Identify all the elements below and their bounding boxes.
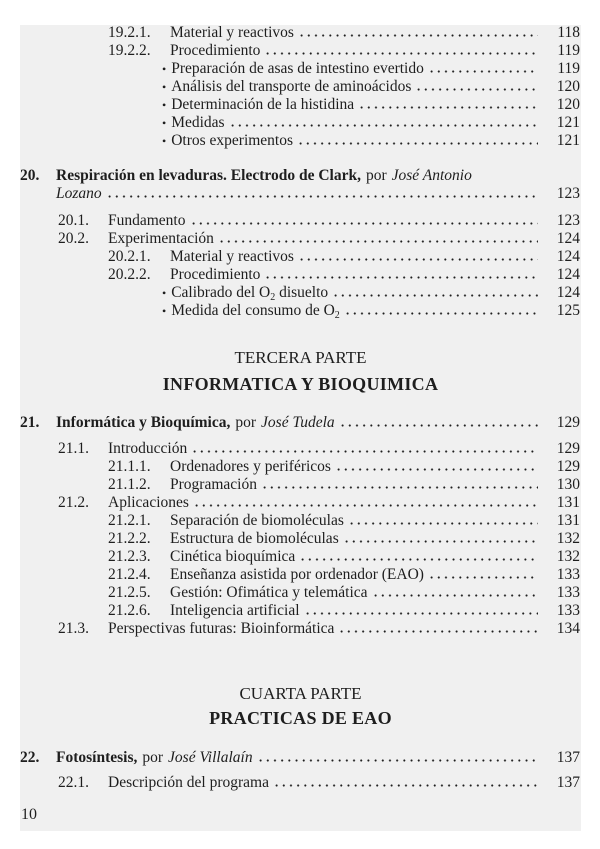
dot-leader	[298, 34, 538, 37]
dot-leader	[191, 450, 538, 453]
chapter-heading	[20, 167, 580, 185]
toc-bullet-entry	[162, 132, 580, 150]
dot-leader	[261, 486, 538, 489]
entry-number: 21.1.	[58, 440, 89, 457]
entry-title: Preparación de asas de intestino evertido	[171, 60, 424, 77]
entry-page: 129	[556, 440, 580, 457]
entry-title: Medidas	[171, 114, 225, 131]
entry-title: Otros experimentos	[171, 132, 294, 149]
entry-number: 21.2.	[58, 494, 89, 511]
chapter-heading	[20, 414, 580, 432]
page-number: 10	[21, 806, 37, 823]
entry-page: 118	[557, 24, 580, 41]
entry-title-text: Medida del consumo de O	[171, 302, 335, 319]
toc-bullet-entry	[162, 284, 580, 302]
entry-number: 21.2.4.	[108, 566, 151, 583]
chapter-author-continued: Lozano	[56, 185, 102, 202]
toc-entry	[108, 42, 580, 60]
dot-leader	[339, 424, 538, 427]
entry-page: 120	[556, 96, 580, 113]
entry-page: 132	[556, 548, 580, 565]
dot-leader	[332, 294, 538, 297]
dot-leader	[338, 630, 538, 633]
bullet-icon: •	[162, 304, 167, 318]
entry-page: 133	[556, 584, 580, 601]
toc-entry	[108, 512, 580, 530]
entry-number: 20.1.	[58, 212, 89, 229]
chapter-title: Informática y Bioquímica,	[56, 414, 231, 431]
dot-leader	[257, 759, 538, 762]
chapter-number: 21.	[20, 414, 40, 431]
entry-number: 21.1.2.	[108, 476, 151, 493]
dot-leader	[358, 106, 538, 109]
entry-title-text: Calibrado del O	[171, 284, 271, 301]
entry-page: 131	[556, 512, 580, 529]
bullet-icon: •	[162, 286, 167, 300]
entry-page: 121	[556, 132, 580, 149]
entry-number: 21.3.	[58, 620, 89, 637]
entry-number: 19.2.1.	[108, 24, 151, 41]
chapter-page: 137	[556, 749, 580, 766]
toc-entry	[108, 530, 580, 548]
chapter-title: Fotosíntesis,	[56, 749, 138, 766]
entry-page: 121	[556, 114, 580, 131]
dot-leader	[344, 312, 538, 315]
toc-entry	[108, 584, 580, 602]
by-label: por	[142, 749, 164, 766]
dot-leader	[304, 612, 538, 615]
toc-bullet-entry	[162, 78, 580, 96]
entry-title: Procedimiento	[170, 42, 261, 59]
dot-leader	[218, 240, 538, 243]
dot-leader	[106, 195, 538, 198]
chapter-author: José Antonio	[391, 167, 472, 184]
entry-title	[171, 284, 332, 302]
dot-leader	[372, 594, 538, 597]
subscript: 2	[270, 292, 276, 303]
entry-title: Procedimiento	[170, 266, 261, 283]
chapter-page: 129	[556, 414, 580, 431]
toc-bullet-entry	[162, 114, 580, 132]
entry-title: Análisis del transporte de aminoácidos	[171, 78, 412, 95]
dot-leader	[264, 52, 538, 55]
entry-title: Material y reactivos	[170, 248, 294, 265]
chapter-title: Respiración en levaduras. Electrodo de Clark,	[56, 167, 361, 184]
entry-number: 20.2.2.	[108, 266, 151, 283]
entry-page: 133	[556, 566, 580, 583]
entry-title: Aplicaciones	[108, 494, 189, 511]
chapter-author: José Tudela	[261, 414, 335, 431]
entry-page: 119	[557, 42, 580, 59]
chapter-heading-continued	[56, 185, 580, 203]
toc-entry	[108, 476, 580, 494]
entry-number: 21.2.5.	[108, 584, 151, 601]
entry-page: 124	[556, 248, 580, 265]
entry-title-suffix: disuelto	[275, 284, 329, 301]
bullet-icon: •	[162, 62, 167, 76]
entry-number: 21.2.2.	[108, 530, 151, 547]
entry-page: 125	[556, 302, 580, 319]
entry-page: 133	[556, 602, 580, 619]
toc-entry	[108, 248, 580, 266]
entry-number: 22.1.	[58, 774, 89, 791]
chapter-page: 123	[556, 185, 580, 202]
toc-entry	[58, 212, 580, 230]
entry-page: 119	[557, 60, 580, 77]
entry-page: 131	[556, 494, 580, 511]
entry-title	[171, 302, 344, 320]
by-label: por	[365, 167, 387, 184]
toc-entry	[58, 230, 580, 248]
entry-title: Ordenadores y periféricos	[170, 458, 331, 475]
toc-bullet-entry	[162, 96, 580, 114]
toc-entry	[108, 602, 580, 620]
dot-leader	[298, 258, 538, 261]
entry-page: 123	[556, 212, 580, 229]
chapter-number: 20.	[20, 167, 40, 184]
bullet-icon: •	[162, 98, 167, 112]
entry-title: Material y reactivos	[170, 24, 294, 41]
entry-number: 20.2.1.	[108, 248, 151, 265]
subscript: 2	[334, 310, 340, 321]
part-label: CUARTA PARTE	[239, 684, 362, 703]
entry-number: 21.2.6.	[108, 602, 151, 619]
entry-page: 130	[556, 476, 580, 493]
toc-entry	[58, 494, 580, 512]
dot-leader	[193, 504, 538, 507]
chapter-heading	[20, 749, 580, 767]
bullet-icon: •	[162, 116, 167, 130]
entry-number: 21.2.3.	[108, 548, 151, 565]
entry-page: 137	[556, 774, 580, 791]
entry-title: Determinación de la histidina	[171, 96, 355, 113]
entry-title: Gestión: Ofimática y telemática	[170, 584, 368, 601]
entry-number: 20.2.	[58, 230, 89, 247]
entry-title: Separación de biomoléculas	[170, 512, 344, 529]
entry-title: Fundamento	[108, 212, 186, 229]
chapter-number: 22.	[20, 749, 40, 766]
entry-title: Estructura de biomoléculas	[170, 530, 339, 547]
entry-page: 120	[556, 78, 580, 95]
entry-number: 19.2.2.	[108, 42, 151, 59]
dot-leader	[297, 142, 538, 145]
dot-leader	[264, 276, 538, 279]
toc-entry	[108, 458, 580, 476]
entry-title: Cinética bioquímica	[170, 548, 296, 565]
dot-leader	[273, 784, 538, 787]
toc-entry	[108, 266, 580, 284]
dot-leader	[335, 468, 538, 471]
entry-page: 124	[556, 230, 580, 247]
toc-entry	[108, 24, 580, 42]
entry-title: Experimentación	[108, 230, 214, 247]
dot-leader	[190, 222, 539, 225]
entry-title: Introducción	[108, 440, 188, 457]
entry-title: Descripción del programa	[108, 774, 269, 791]
part-label: TERCERA PARTE	[234, 348, 367, 367]
entry-page: 132	[556, 530, 580, 547]
entry-page: 129	[556, 458, 580, 475]
entry-title: Enseñanza asistida por ordenador (EAO)	[170, 566, 424, 583]
toc-entry	[58, 440, 580, 458]
toc-entry	[108, 548, 580, 566]
entry-page: 124	[556, 266, 580, 283]
dot-leader	[415, 88, 538, 91]
bullet-icon: •	[162, 134, 167, 148]
toc-entry	[58, 774, 580, 792]
toc-bullet-entry	[162, 302, 580, 320]
entry-number: 21.1.1.	[108, 458, 151, 475]
bullet-icon: •	[162, 80, 167, 94]
entry-page: 124	[556, 284, 580, 301]
entry-number: 21.2.1.	[108, 512, 151, 529]
part-heading: INFORMATICA Y BIOQUIMICA	[162, 374, 439, 394]
entry-page: 134	[556, 620, 580, 637]
dot-leader	[348, 522, 538, 525]
entry-title: Perspectivas futuras: Bioinformática	[108, 620, 335, 637]
dot-leader	[229, 124, 538, 127]
entry-title: Programación	[170, 476, 257, 493]
toc-entry	[58, 620, 580, 638]
toc-entry	[108, 566, 580, 584]
chapter-author: José Villalaín	[168, 749, 253, 766]
dot-leader	[343, 540, 538, 543]
dot-leader	[428, 70, 538, 73]
by-label: por	[235, 414, 257, 431]
toc-bullet-entry	[162, 60, 580, 78]
entry-title: Inteligencia artificial	[170, 602, 300, 619]
dot-leader	[299, 558, 538, 561]
part-heading: PRACTICAS DE EAO	[209, 708, 392, 728]
dot-leader	[428, 576, 538, 579]
